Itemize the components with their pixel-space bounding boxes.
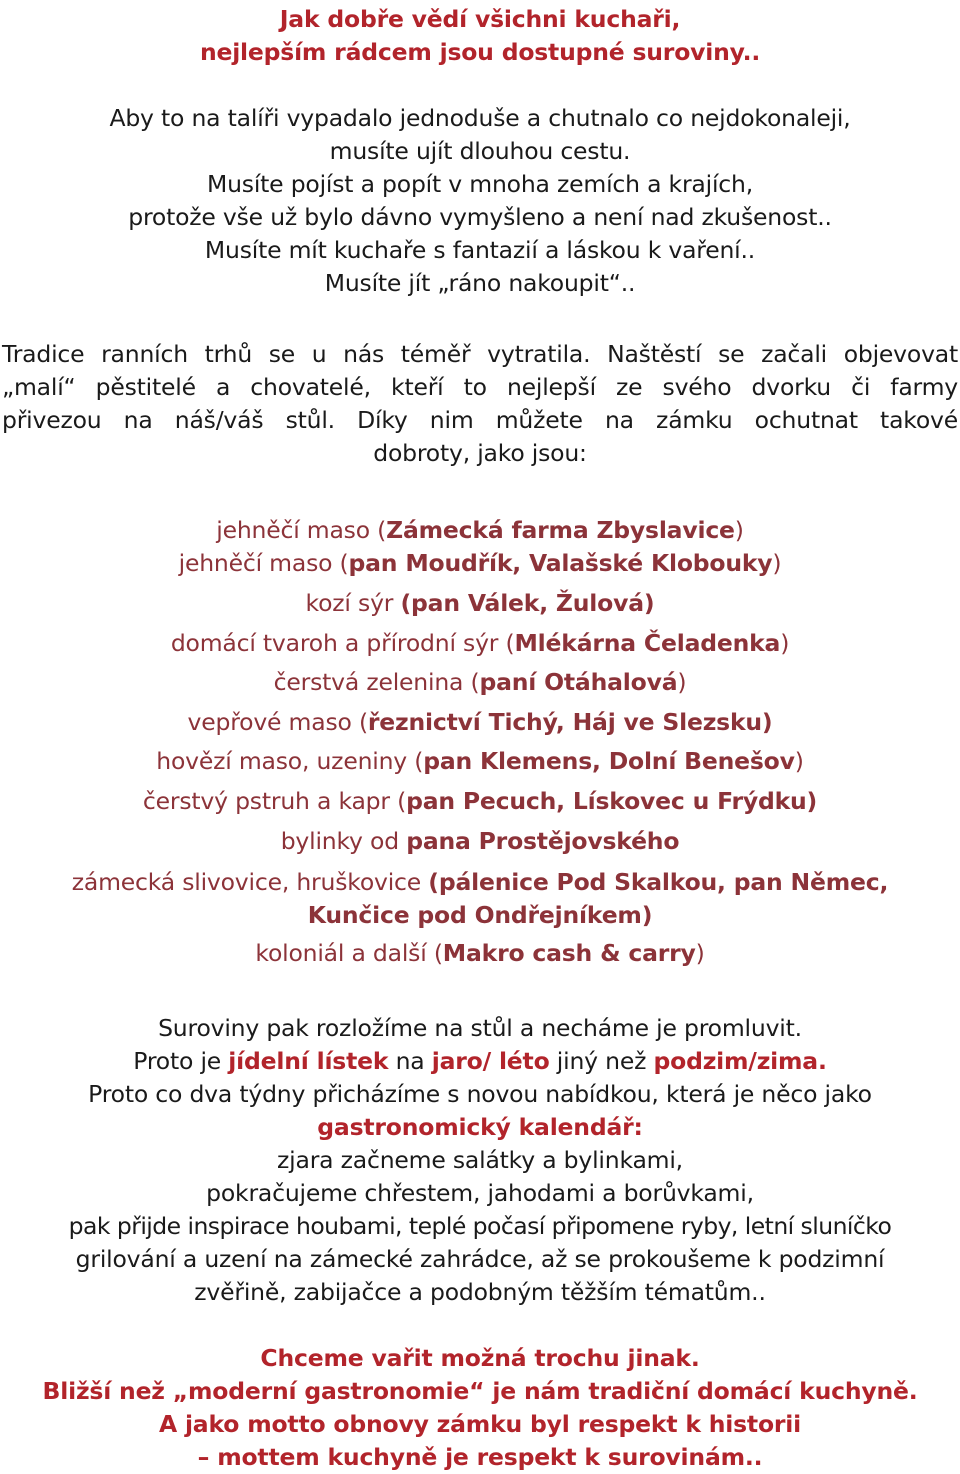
supplier-product: jehněčí maso (	[178, 549, 349, 577]
supplier-item	[0, 861, 960, 899]
story-line: Musíte mít kuchaře s fantazií a láskou k vaření..	[204, 236, 756, 264]
approach-line: Proto co dva týdny přicházíme s novou nabídkou, která je něco jako	[88, 1079, 872, 1108]
supplier-item	[0, 822, 960, 862]
supplier-source: Mlékárna Čeladenka	[514, 628, 781, 657]
story-line: protože vše už bylo dávno vymyšleno a není nad zkušenost..	[128, 203, 832, 231]
supplier-source: Makro cash & carry	[442, 939, 696, 968]
menu-term: jídelní lístek	[228, 1046, 389, 1075]
story-line: Aby to na talíři vypadalo jednoduše a chutnalo co nejdokonaleji,	[109, 104, 851, 132]
supplier-close: )	[794, 747, 804, 776]
supplier-source: řeznictví Tichý, Háj ve Slezsku)	[367, 707, 773, 736]
supplier-product: čerstvá zelenina (	[273, 668, 480, 697]
story-line: Musíte pojíst a popít v mnoha zemích a krajích,	[207, 170, 753, 198]
supplier-product: čerstvý pstruh a kapr (	[142, 786, 407, 815]
supplier-product: jehněčí maso (	[216, 516, 387, 544]
supplier-product: zámecká slivovice, hruškovice	[71, 868, 429, 897]
approach-line: pokračujeme chřestem, jahodami a borůvkami,	[206, 1178, 754, 1207]
season-term: podzim/zima.	[653, 1046, 827, 1075]
supplier-item	[0, 742, 960, 782]
tradition-line: dobroty, jako jsou:	[373, 439, 587, 467]
closing-line: – mottem kuchyně je respekt k surovinám..	[197, 1442, 763, 1471]
season-term: jaro/ léto	[431, 1046, 550, 1075]
approach-line: zjara začneme salátky a bylinkami,	[277, 1145, 683, 1174]
supplier-source: (pálenice Pod Skalkou, pan Němec,	[428, 868, 889, 897]
supplier-source: pana Prostějovského	[406, 826, 680, 855]
approach-line: zvěřině, zabijačce a podobným těžším tématům..	[194, 1277, 766, 1306]
supplier-item	[0, 514, 960, 547]
supplier-close: )	[780, 628, 790, 657]
tradition-line: „malí“ pěstitelé a chovatelé, kteří to nejlepší ze svého dvorku či farmy	[2, 373, 958, 401]
supplier-source: Zámecká farma Zbyslavice	[386, 516, 735, 544]
closing-line: Bližší než „moderní gastronomie“ je nám tradiční domácí kuchyně.	[42, 1376, 918, 1405]
supplier-item	[0, 624, 960, 664]
supplier-item	[0, 782, 960, 822]
supplier-product: koloniál a další (	[255, 939, 443, 968]
supplier-source: paní Otáhalová	[479, 668, 678, 697]
approach-line: pak přijde inspirace houbami, teplé počasí připomene ryby, letní sluníčko	[68, 1211, 892, 1240]
approach-text: Proto je	[133, 1046, 229, 1075]
closing-line: A jako motto obnovy zámku byl respekt k historii	[158, 1409, 801, 1438]
approach-line: grilování a uzení na zámecké zahrádce, až se prokoušeme k podzimní	[75, 1244, 885, 1273]
tradition-line: Tradice ranních trhů se u nás téměř vytratila. Naštěstí se začali objevovat	[2, 340, 958, 368]
approach-line: Suroviny pak rozložíme na stůl a necháme je promluvit.	[158, 1013, 802, 1042]
supplier-product: bylinky od	[280, 826, 407, 855]
story-line: Musíte jít „ráno nakoupit“..	[324, 269, 636, 297]
supplier-source: pan Moudřík, Valašské Klobouky	[348, 549, 773, 577]
supplier-close: )	[677, 668, 687, 697]
tradition-block	[0, 300, 960, 470]
supplier-close: )	[695, 939, 705, 968]
supplier-product: hovězí maso, uzeniny (	[156, 747, 424, 776]
approach-block	[0, 974, 960, 1309]
supplier-product: domácí tvaroh a přírodní sýr (	[170, 628, 515, 657]
supplier-source: pan Klemens, Dolní Benešov	[423, 747, 795, 776]
supplier-source: (pan Válek, Žulová)	[400, 589, 655, 617]
intro-line: nejlepším rádcem jsou dostupné suroviny..	[199, 38, 761, 66]
supplier-close: )	[772, 549, 782, 577]
supplier-item	[0, 932, 960, 974]
supplier-item	[0, 703, 960, 743]
supplier-source: pan Pecuch, Lískovec u Frýdku)	[406, 786, 818, 815]
closing-line: Chceme vařit možná trochu jinak.	[260, 1343, 700, 1372]
supplier-product: kozí sýr	[305, 589, 401, 617]
story-block	[0, 69, 960, 300]
supplier-item	[0, 547, 960, 580]
calendar-term: gastronomický kalendář:	[317, 1112, 643, 1141]
supplier-item	[0, 663, 960, 703]
story-line: musíte ujít dlouhou cestu.	[329, 137, 631, 165]
supplier-item	[0, 580, 960, 624]
intro-line: Jak dobře vědí všichni kuchaři,	[279, 5, 681, 33]
supplier-source-continued: Kunčice pod Ondřejníkem)	[307, 901, 653, 930]
approach-text: na	[388, 1046, 432, 1075]
tradition-line: přivezou na náš/váš stůl. Díky nim můžete na zámku ochutnat takové	[2, 406, 958, 434]
intro-block	[0, 0, 960, 69]
approach-line	[0, 1045, 960, 1078]
approach-text: jiný než	[549, 1046, 654, 1075]
closing-block	[0, 1309, 960, 1474]
supplier-list	[0, 470, 960, 974]
supplier-close: )	[734, 516, 744, 544]
supplier-product: vepřové maso (	[187, 707, 368, 736]
